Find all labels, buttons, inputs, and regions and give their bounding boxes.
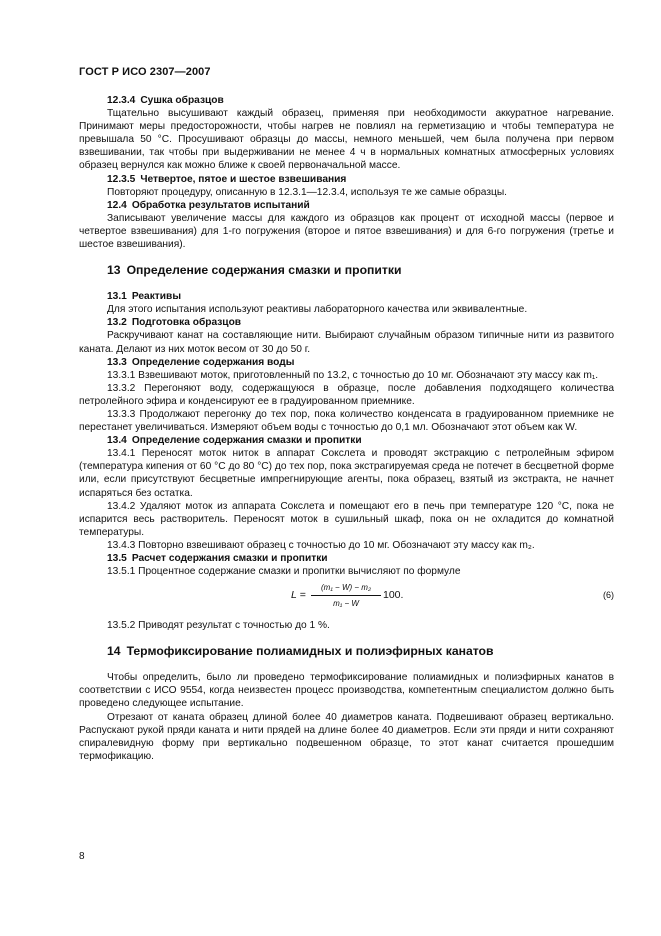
paragraph: 13.3.1 Взвешивают моток, приготовленный по 13.2, с точностью до 10 мг. Обозначают эту массу как m₁. — [107, 369, 599, 381]
paragraph: 13.5.2 Приводят результат с точностью до 1 %. — [107, 620, 330, 632]
subsection-heading — [79, 316, 614, 329]
subsection-title: Сушка образцов — [140, 95, 224, 106]
subsection-number: 13.4 — [107, 435, 127, 447]
formula — [79, 582, 614, 614]
subsection-title: Расчет содержания смазки и пропитки — [131, 553, 328, 564]
subsection-number: 13.3 — [107, 356, 127, 368]
section-heading — [79, 644, 614, 659]
paragraph: 13.5.1 Процентное содержание смазки и пропитки вычисляют по формуле — [107, 566, 461, 578]
formula-denominator: m₁ − W — [333, 599, 359, 609]
paragraph: Отрезают от каната образец длиной более 40 диаметров каната. Подвешивают образец вертикально. Распускают рукой пряди каната и нити прядей на длине более 40 диаметров. Если эти пряди и нити сохраняют спиралевидную форму при вертикально подвешенном образце, то этот канат считается прошедшим термофикацию. — [79, 711, 614, 762]
paragraph: 13.3.3 Продолжают перегонку до тех пор, пока количество конденсата в градуированном приемнике не перестанет увеличиваться. Измеряют объем воды с точностью до 0,1 мл. Обозначают этот объем как W. — [79, 408, 614, 434]
subsection-title: Подготовка образцов — [131, 317, 242, 329]
subsection-heading — [79, 434, 614, 447]
section-number: 14 — [107, 644, 121, 659]
document-body — [79, 94, 614, 763]
subsection-heading — [79, 356, 614, 369]
paragraph: 13.4.2 Удаляют моток из аппарата Сокслета и помещают его в печь при температуре 120 °С, пока не испарится весь растворитель. Переносят моток в сушильный шкаф, пока он не охладится до комнатной температуры. — [79, 500, 614, 538]
spacer — [79, 251, 614, 263]
paragraph: Для этого испытания используют реактивы лабораторного качества или эквивалентные. — [107, 304, 528, 316]
formula-fraction — [311, 582, 381, 609]
subsection-title: Реактивы — [131, 291, 182, 303]
formula-rhs: 100. — [383, 589, 404, 602]
section-title: Термофиксирование полиамидных и полиэфирных канатов — [126, 644, 494, 659]
subsection-heading — [79, 552, 614, 565]
paragraph: Чтобы определить, было ли проведено термофиксирование полиамидных и полиэфирных канатов в соответствии с ИСО 9554, когда неизвестен процесс производства, компетентным специалистом должно быть проведено следующее испытание. — [79, 672, 614, 710]
subsection-number: 13.1 — [107, 291, 127, 303]
section-heading — [79, 263, 614, 278]
section-number: 13 — [107, 263, 121, 278]
subsection-number: 12.3.5 — [107, 173, 136, 185]
subsection-number: 13.2 — [107, 317, 127, 329]
subsection-heading — [79, 290, 614, 303]
formula-lhs: L = — [291, 589, 306, 602]
subsection-title: Определение содержания воды — [131, 356, 295, 368]
subsection-title: Обработка результатов испытаний — [131, 199, 310, 211]
paragraph: 13.3.2 Перегоняют воду, содержащуюся в образце, после добавления подходящего количества петролейного эфира и конденсируют ее в градуированном приемнике. — [79, 382, 614, 407]
subsection-number: 12.3.4 — [107, 95, 136, 106]
paragraph: Повторяют процедуру, описанную в 12.3.1—12.3.4, используя те же самые образцы. — [107, 186, 507, 198]
paragraph: 13.4.1 Переносят моток ниток в аппарат Сокслета и проводят экстракцию с петролейным эфиром (температура кипения от 60 °С до 80 °С) до тех пор, пока экстрагируемая среда не потечет в бесцветной форме или, если присутствуют бесцветные импрегнирующие агенты, пока образец, взятый из экстракта, не начнет испаряться без остатка. — [79, 448, 614, 499]
formula-numerator: (m₁ − W) − m₂ — [320, 583, 371, 593]
paragraph: Раскручивают канат на составляющие нити. Выбирают случайным образом типичные нити из развитого каната. Делают из них моток весом от 30 до 50 г. — [79, 330, 614, 355]
subsection-heading — [79, 173, 614, 186]
section-title: Определение содержания смазки и пропитки — [126, 263, 402, 278]
document-header: ГОСТ Р ИСО 2307—2007 — [79, 66, 211, 78]
paragraph: 13.4.3 Повторно взвешивают образец с точностью до 10 мг. Обозначают эту массу как m₂. — [107, 539, 535, 551]
paragraph: Записывают увеличение массы для каждого из образцов как процент от исходной массы (первое и четвертое взвешивания) для 1-го погружения (второе и пятое взвешивания) и для 6-го погружения (третье и шестое взвешивания). — [79, 212, 614, 251]
spacer — [79, 632, 614, 644]
paragraph: Тщательно высушивают каждый образец, применяя при необходимости аккуратное нагревание. Принимают меры предосторожности, чтобы нагрев не повлиял на герметизацию и чтобы температура не превышала 50 °С. Просушивают образцы до массы, немного меньшей, чем была получена при первом взвешивании, так чтобы при выдерживании не менее 4 ч в нормальных комнатных атмосферных условиях образец вернулся как можно ближе к своей первоначальной массе. — [79, 108, 614, 172]
spacer — [79, 659, 614, 671]
subsection-heading — [79, 199, 614, 212]
equation-number: (6) — [603, 590, 614, 601]
fraction-bar — [311, 595, 381, 596]
spacer — [79, 278, 614, 290]
subsection-number: 13.5 — [107, 553, 127, 564]
subsection-title: Четвертое, пятое и шестое взвешивания — [140, 173, 347, 185]
page-number: 8 — [79, 851, 85, 862]
subsection-heading — [79, 94, 614, 107]
subsection-title: Определение содержания смазки и пропитки — [131, 435, 362, 447]
subsection-number: 12.4 — [107, 199, 127, 211]
